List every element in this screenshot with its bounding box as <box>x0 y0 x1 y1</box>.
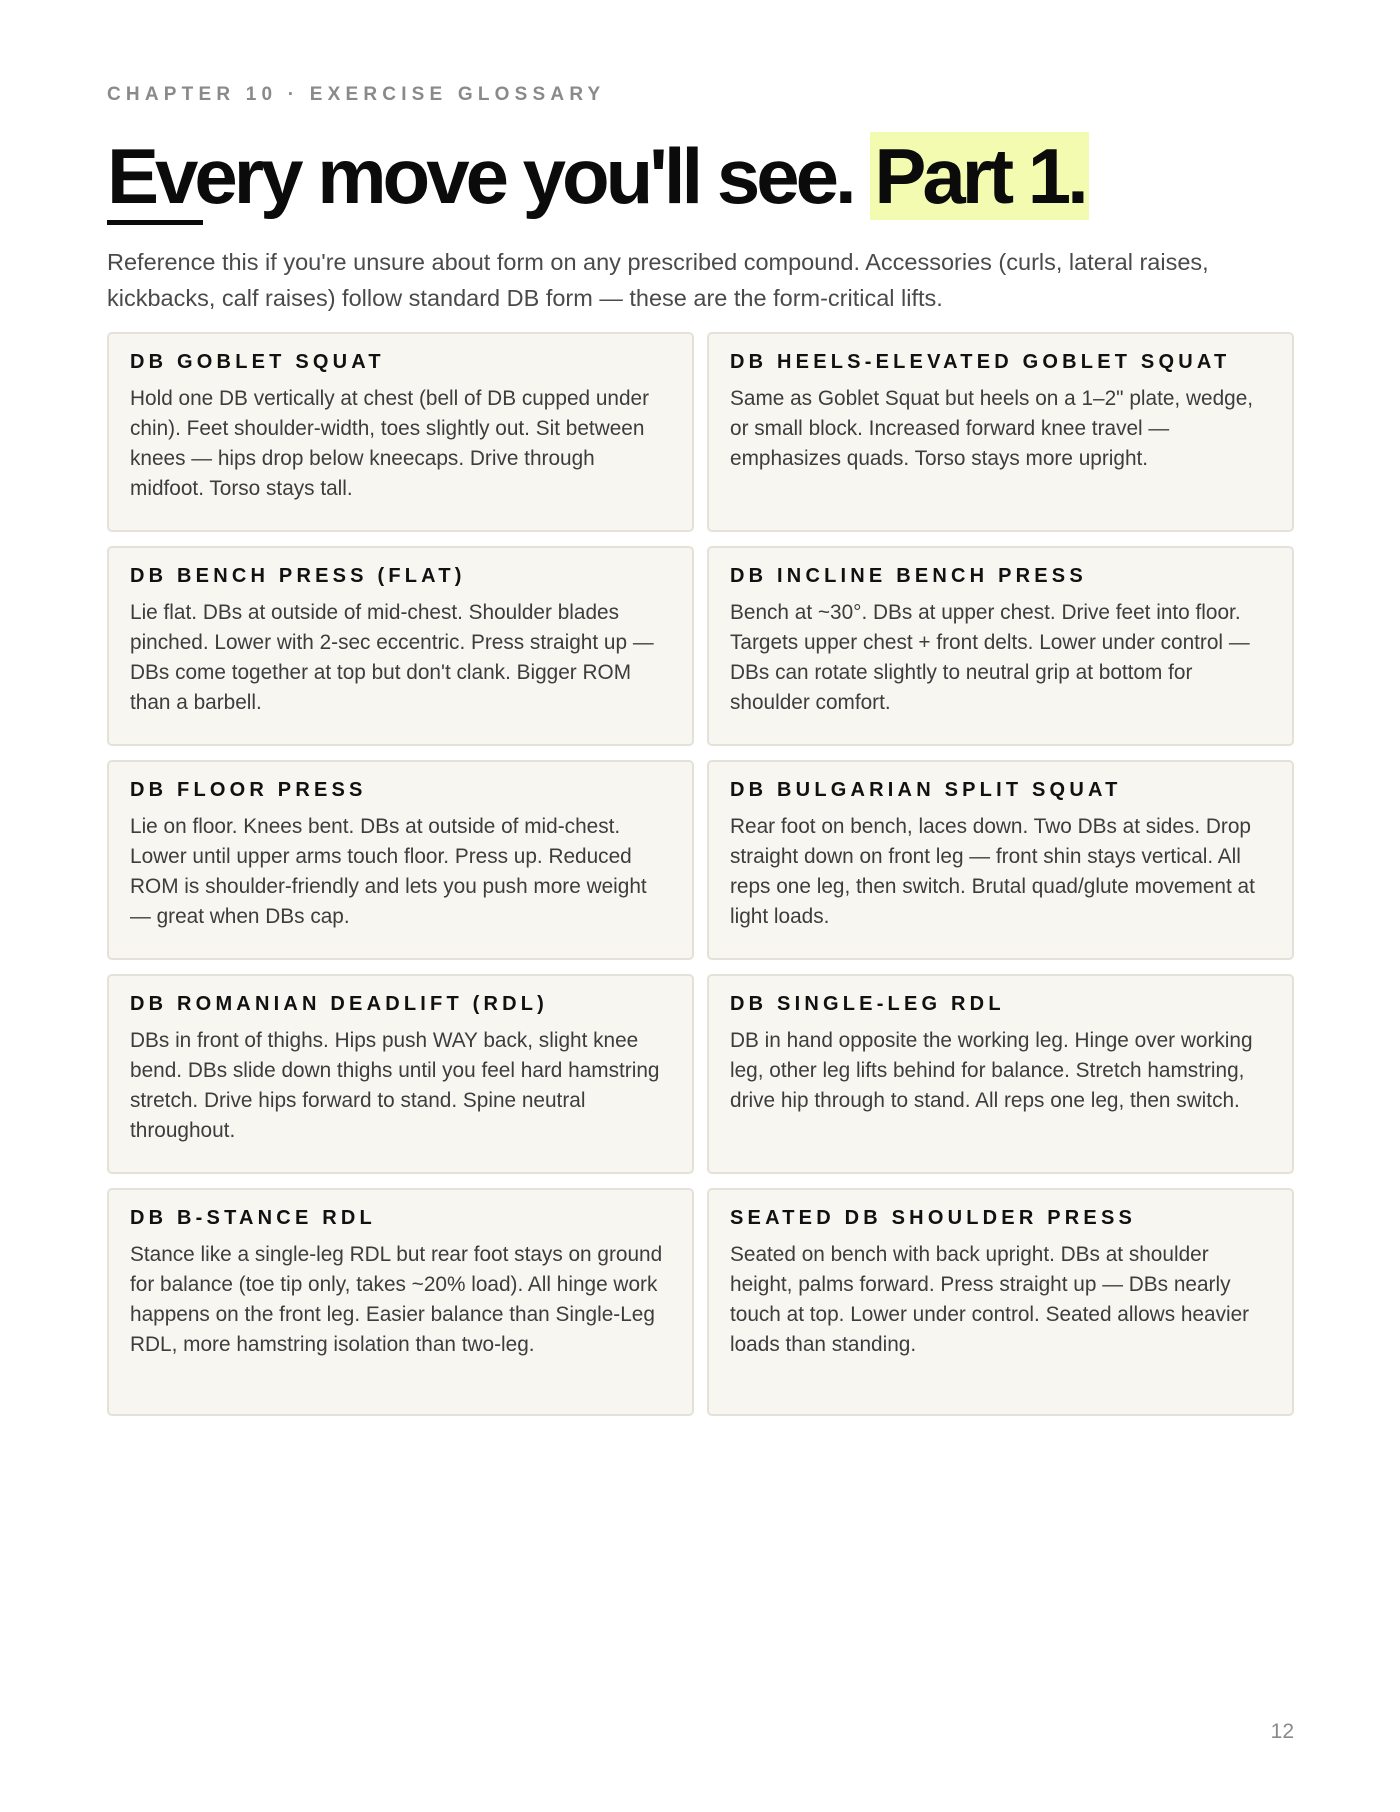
exercise-description: Same as Goblet Squat but heels on a 1–2" plate, wedge, or small block. Increased forward knee travel — emphasizes quads. Torso stays more upright. <box>730 387 1254 470</box>
exercise-description: Lie on floor. Knees bent. DBs at outside of mid-chest. Lower until upper arms touch floor. Press up. Reduced ROM is shoulder-friendly and lets you push more weight — great when DBs cap. <box>130 815 647 928</box>
exercise-card <box>107 974 694 1174</box>
exercise-description: DB in hand opposite the working leg. Hinge over working leg, other leg lifts behind for balance. Stretch hamstring, drive hip through to stand. All reps one leg, then switch. <box>730 1029 1253 1112</box>
exercise-description: Seated on bench with back upright. DBs at shoulder height, palms forward. Press straight up — DBs nearly touch at top. Lower under control. Seated allows heavier loads than standing. <box>730 1243 1250 1356</box>
exercise-description: DBs in front of thighs. Hips push WAY back, slight knee bend. DBs slide down thighs until you feel hard hamstring stretch. Drive hips forward to stand. Spine neutral throughout. <box>130 1029 660 1142</box>
exercise-description: Rear foot on bench, laces down. Two DBs at sides. Drop straight down on front leg — front shin stays vertical. All reps one leg, then switch. Brutal quad/glute movement at light loads. <box>730 815 1255 928</box>
exercise-card <box>707 1188 1294 1416</box>
exercise-name: DB ROMANIAN DEADLIFT (RDL) <box>130 993 549 1015</box>
exercise-description: Stance like a single-leg RDL but rear foot stays on ground for balance (toe tip only, takes ~20% load). All hinge work happens on the front leg. Easier balance than Single-Leg RDL, more hamstring isolation than two-leg. <box>130 1243 663 1356</box>
exercise-card <box>707 974 1294 1174</box>
exercise-card <box>107 760 694 960</box>
exercise-card <box>707 760 1294 960</box>
exercise-name: DB BENCH PRESS (FLAT) <box>130 565 466 587</box>
exercise-card <box>107 1188 694 1416</box>
chapter-eyebrow: CHAPTER 10 · EXERCISE GLOSSARY <box>107 84 606 105</box>
document-page <box>107 0 1294 1812</box>
exercise-card <box>107 332 694 532</box>
exercise-card <box>107 546 694 746</box>
exercise-name: DB SINGLE-LEG RDL <box>730 993 1005 1015</box>
page-title-main: Every move you'll see. <box>107 132 853 220</box>
exercise-name: DB HEELS-ELEVATED GOBLET SQUAT <box>730 351 1231 373</box>
exercise-card <box>707 546 1294 746</box>
exercise-name: DB BULGARIAN SPLIT SQUAT <box>730 779 1122 801</box>
exercise-glossary-grid <box>107 332 1294 1416</box>
title-underline-accent <box>107 220 203 225</box>
intro-paragraph: Reference this if you're unsure about form on any prescribed compound. Accessories (curls, lateral raises, kickbacks, calf raises) follow standard DB form — these are the form-critical lifts. <box>107 249 1209 311</box>
page-number: 12 <box>1270 1720 1294 1743</box>
exercise-name: DB FLOOR PRESS <box>130 779 367 801</box>
exercise-name: SEATED DB SHOULDER PRESS <box>730 1207 1137 1229</box>
page-title-highlight: Part 1. <box>870 132 1088 220</box>
exercise-name: DB INCLINE BENCH PRESS <box>730 565 1087 587</box>
page-title <box>107 128 1089 224</box>
exercise-card <box>707 332 1294 532</box>
exercise-description: Lie flat. DBs at outside of mid-chest. Shoulder blades pinched. Lower with 2-sec eccentric. Press straight up — DBs come together at top but don't clank. Bigger ROM than a barbell. <box>130 601 654 714</box>
exercise-description: Hold one DB vertically at chest (bell of DB cupped under chin). Feet shoulder-width, toes slightly out. Sit between knees — hips drop below kneecaps. Drive through midfoot. Torso stays tall. <box>130 387 650 500</box>
exercise-description: Bench at ~30°. DBs at upper chest. Drive feet into floor. Targets upper chest + front delts. Lower under control — DBs can rotate slightly to neutral grip at bottom for shoulder comfort. <box>730 601 1250 714</box>
exercise-name: DB B-STANCE RDL <box>130 1207 376 1229</box>
exercise-name: DB GOBLET SQUAT <box>130 351 385 373</box>
